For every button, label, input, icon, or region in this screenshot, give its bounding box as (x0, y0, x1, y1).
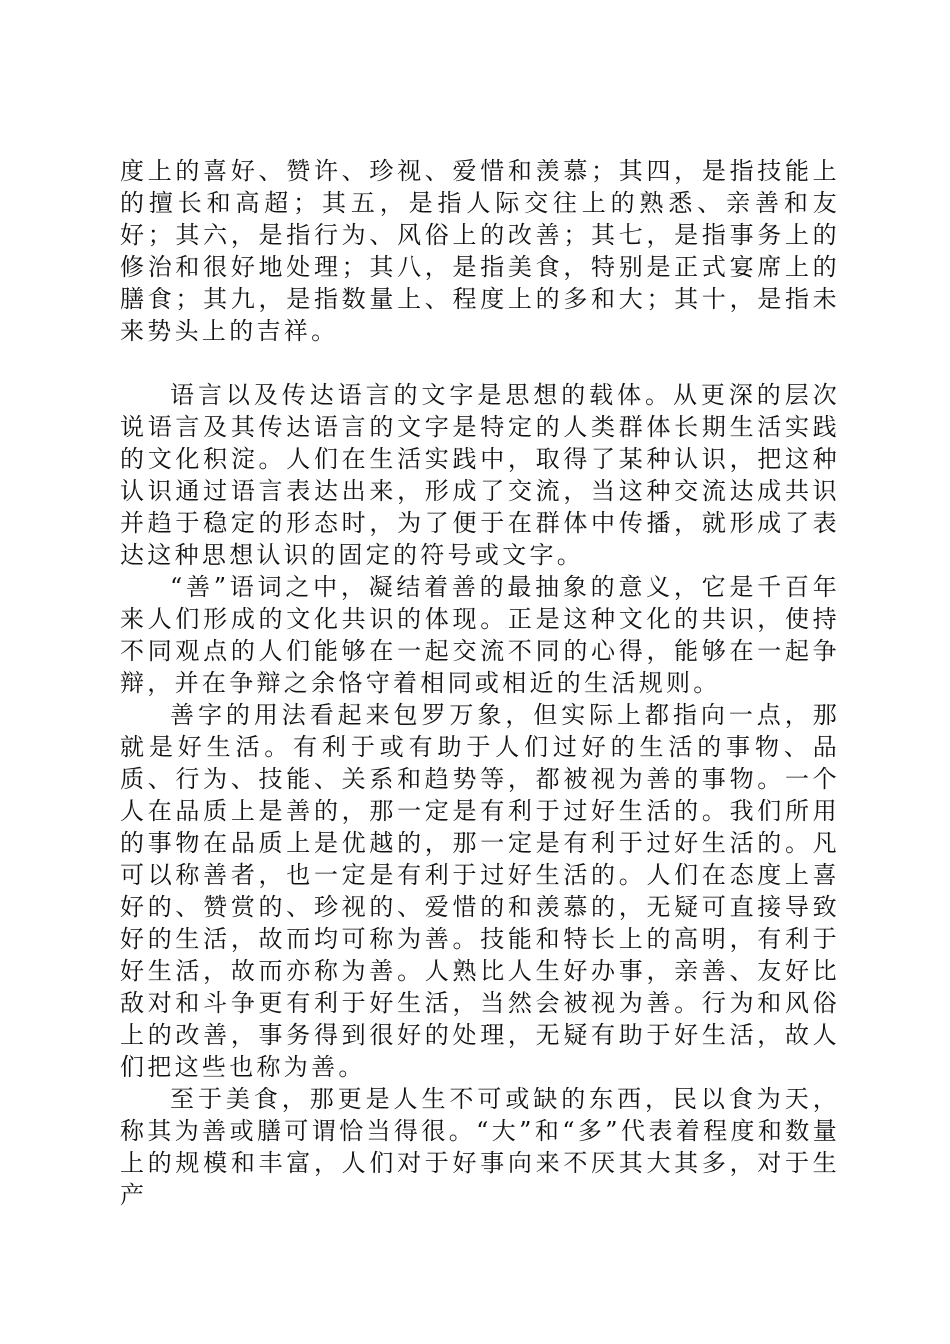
paragraph-meanings-continued: 度上的喜好、赞许、珍视、爱惜和羡慕；其四，是指技能上的擅长和高超；其五，是指人际交往上的熟悉、亲善和友好；其六，是指行为、风俗上的改善；其七，是指事务上的修治和很好地处理；其八，是指美食，特别是正式宴席上的膳食；其九，是指数量上、程度上的多和大；其十，是指未来势头上的吉祥。 (120, 157, 840, 345)
paragraph-language-carrier: 语言以及传达语言的文字是思想的载体。从更深的层次说语言及其传达语言的文字是特定的人类群体长期生活实践的文化积淀。人们在生活实践中，取得了某种认识，把这种认识通过语言表达出来，形成了交流，当这种交流达成共识并趋于稳定的形态时，为了便于在群体中传播，就形成了表达这种思想认识的固定的符号或文字。 (120, 381, 840, 569)
paragraph-good-life: 善字的用法看起来包罗万象，但实际上都指向一点，那就是好生活。有利于或有助于人们过好的生活的事物、品质、行为、技能、关系和趋势等，都被视为善的事物。一个人在品质上是善的，那一定是有利于过好生活的。我们所用的事物在品质上是优越的，那一定是有利于过好生活的。凡可以称善者，也一定是有利于过好生活的。人们在态度上喜好的、赞赏的、珍视的、爱惜的和羡慕的，无疑可直接导致好的生活，故而均可称为善。技能和特长上的高明，有利于好生活，故而亦称为善。人熟比人生好办事，亲善、友好比敌对和斗争更有利于好生活，当然会被视为善。行为和风俗上的改善，事务得到很好的处理，无疑有助于好生活，故人们把这些也称为善。 (120, 701, 840, 1081)
document-page (120, 155, 840, 1211)
paragraph-shan-consensus: “善”语词之中，凝结着善的最抽象的意义，它是千百年来人们形成的文化共识的体现。正是这种文化的共识，使持不同观点的人们能够在一起交流不同的心得，能够在一起争辩，并在争辩之余恪守着相同或相近的生活规则。 (120, 573, 840, 697)
paragraph-food: 至于美食，那更是人生不可或缺的东西，民以食为天，称其为善或膳可谓恰当得很。“大”和“多”代表着程度和数量上的规模和丰富，人们对于好事向来不厌其大其多，对于生产 (120, 1085, 840, 1209)
paragraph-spacer (120, 347, 840, 379)
